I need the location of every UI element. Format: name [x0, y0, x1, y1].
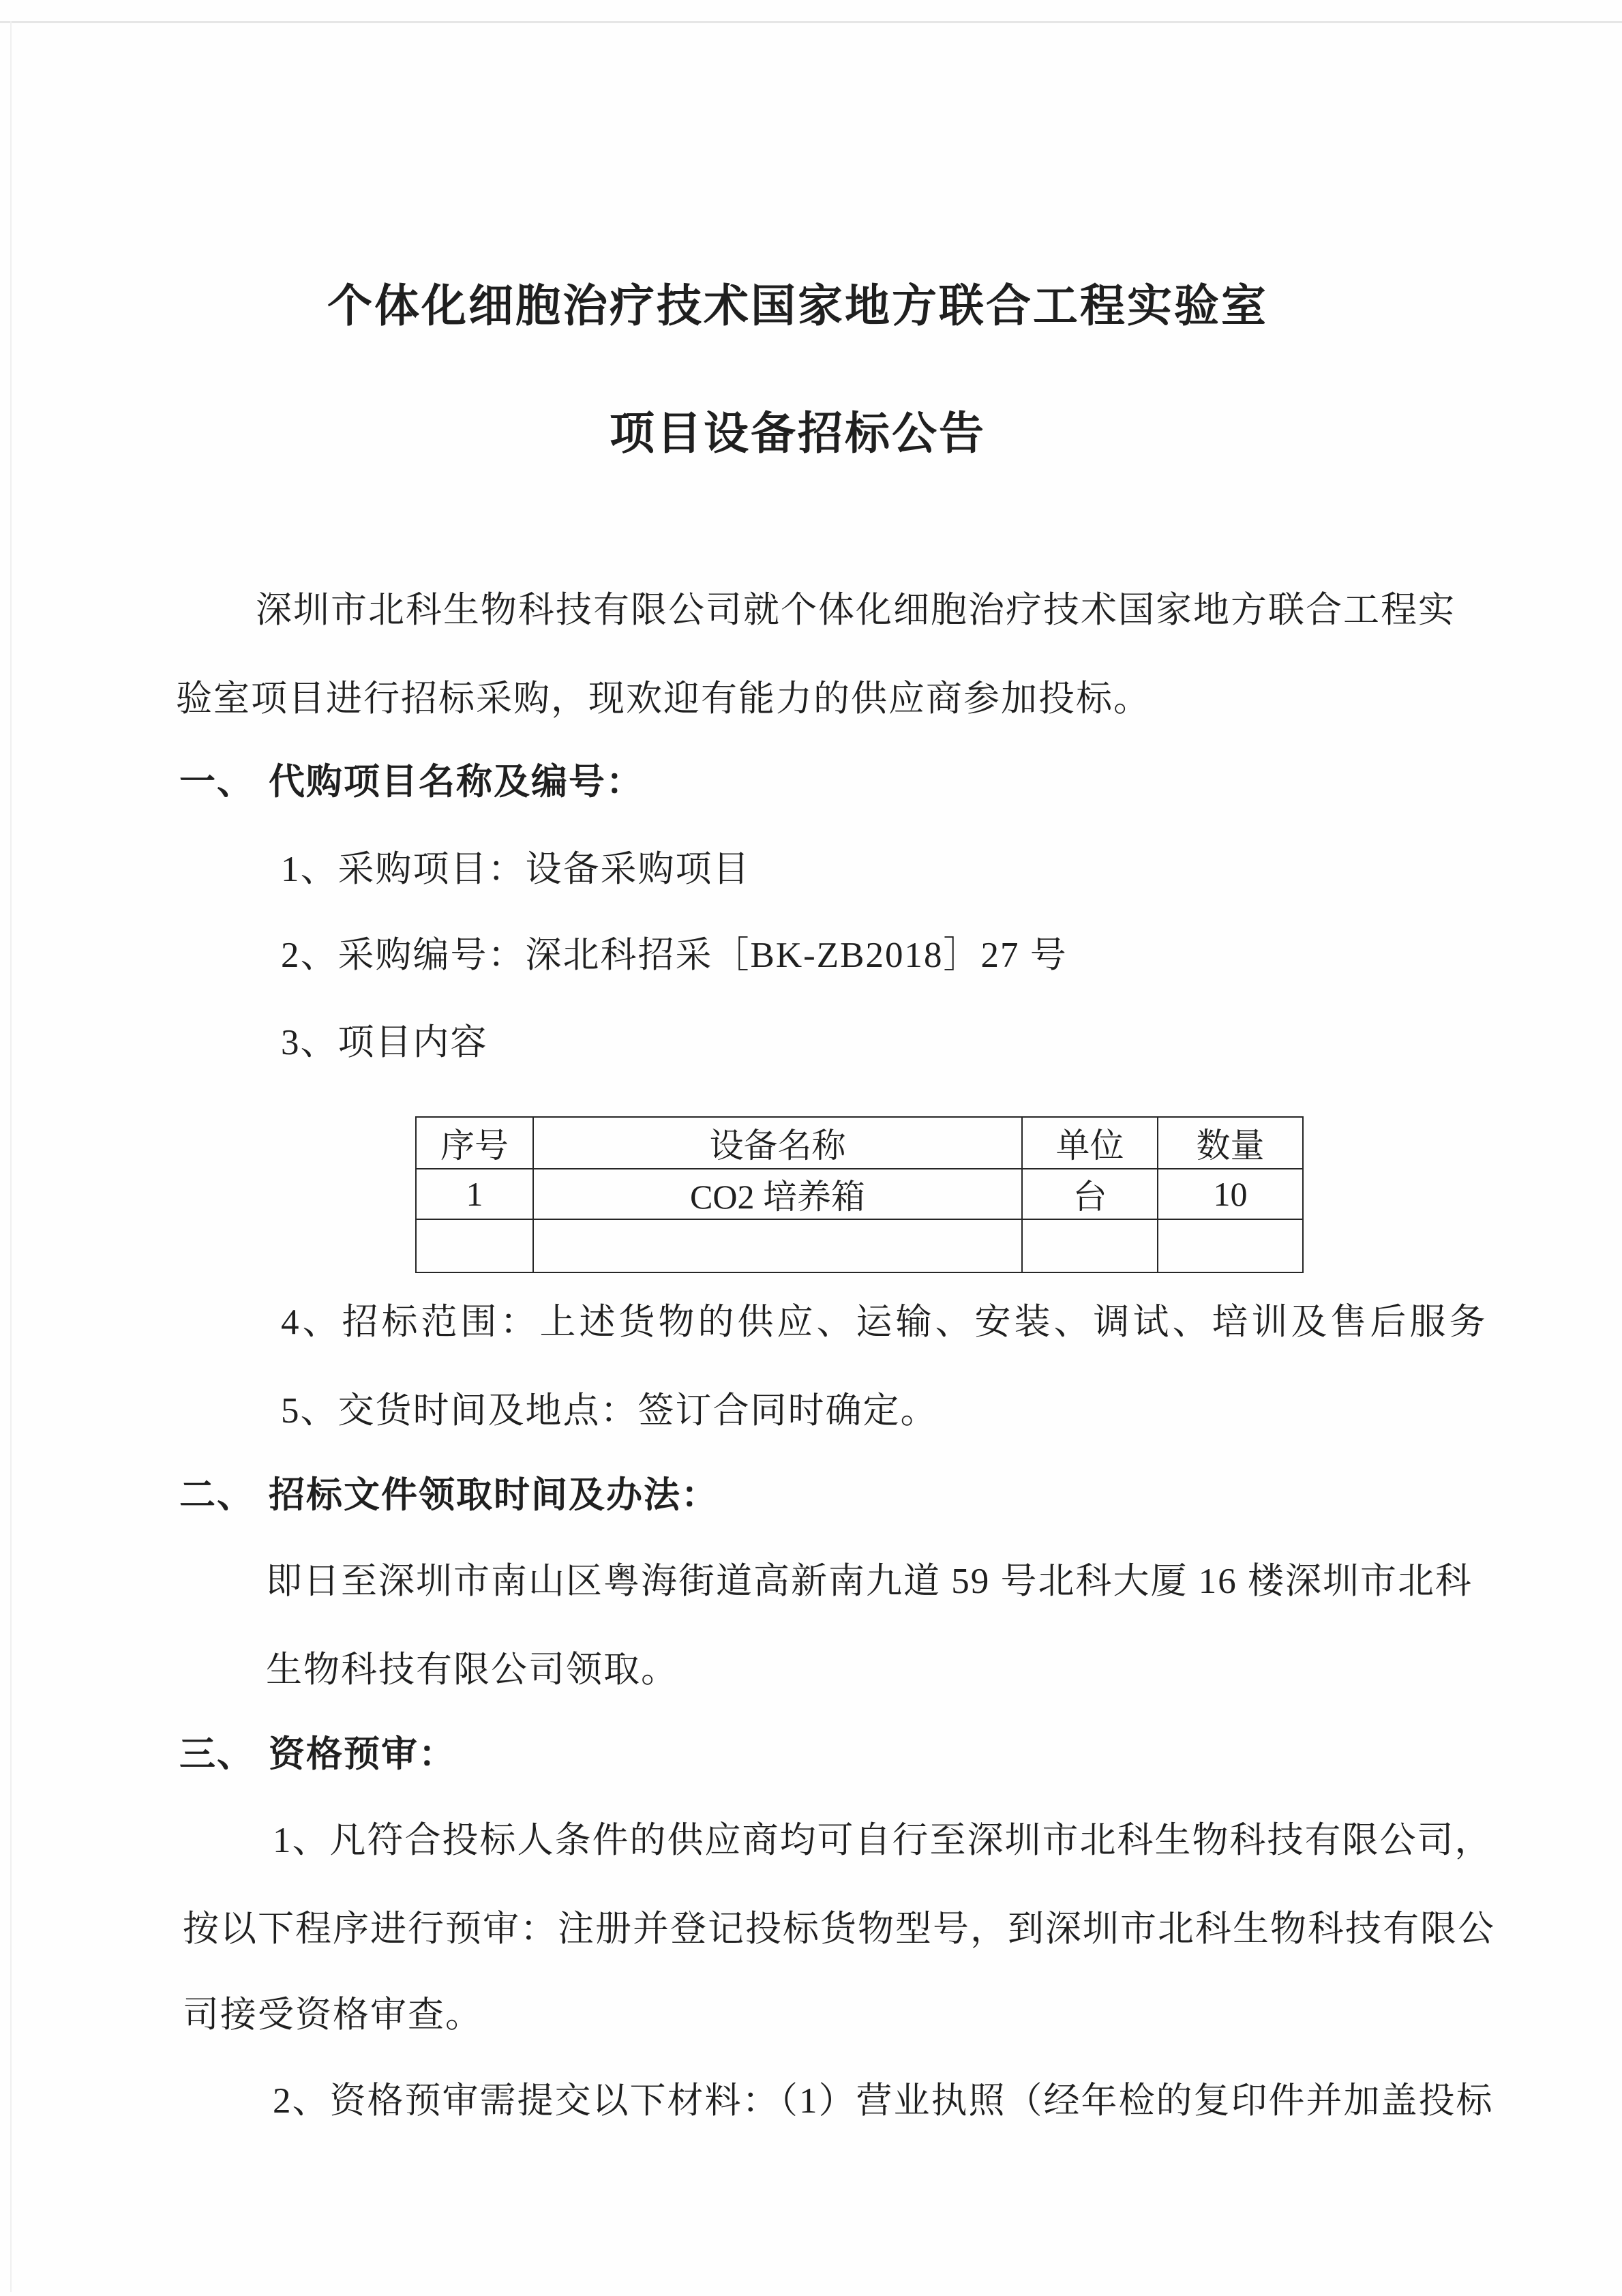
table-header-unit: 单位: [1022, 1117, 1158, 1169]
section-three-item-2-line-1: 2、资格预审需提交以下材料：（1）营业执照（经年检的复印件并加盖投标: [273, 2081, 1494, 2121]
table-cell-qty: 10: [1158, 1169, 1303, 1219]
table-cell-unit: [1022, 1219, 1158, 1272]
intro-paragraph-line-2: 验室项目进行招标采购，现欢迎有能力的供应商参加投标。: [176, 679, 1151, 719]
table-row-empty: [416, 1219, 1303, 1272]
table-cell-name: [533, 1219, 1022, 1272]
table-header-no: 序号: [416, 1117, 533, 1169]
intro-paragraph-line-1: 深圳市北科生物科技有限公司就个体化细胞治疗技术国家地方联合工程实: [256, 591, 1456, 630]
section-one-item-3: 3、项目内容: [281, 1023, 488, 1062]
section-three-item-1-line-1: 1、凡符合投标人条件的供应商均可自行至深圳市北科生物科技有限公司，: [273, 1821, 1492, 1860]
table-header-row: [416, 1117, 1303, 1169]
section-three-number: 三、: [179, 1735, 254, 1774]
section-one-item-2: 2、采购编号：深北科招采［BK-ZB2018］27 号: [281, 936, 1068, 975]
table-header-name: 设备名称: [533, 1117, 1022, 1169]
table-cell-name: CO2 培养箱: [533, 1169, 1022, 1219]
scan-artifact-top-edge: [0, 21, 1622, 23]
section-one-heading: [179, 753, 644, 805]
scan-artifact-left-edge: [10, 21, 12, 2292]
table-cell-no: 1: [416, 1169, 533, 1219]
table-header-qty: 数量: [1158, 1117, 1303, 1169]
table-cell-unit: 台: [1022, 1169, 1158, 1219]
section-two-heading-text: 招标文件领取时间及办法：: [269, 1476, 719, 1515]
table-cell-qty: [1158, 1219, 1303, 1272]
section-one-item-4: 4、招标范围：上述货物的供应、运输、安装、调试、培训及售后服务: [281, 1302, 1489, 1342]
section-two-number: 二、: [179, 1476, 254, 1515]
table-cell-no: [416, 1219, 533, 1272]
document-title-line-2: 项目设备招标公告: [610, 409, 986, 459]
section-three-item-1-line-3: 司接受资格审查。: [183, 1995, 483, 2035]
equipment-table: [415, 1116, 1304, 1273]
section-one-item-5: 5、交货时间及地点：签订合同时确定。: [281, 1391, 938, 1431]
document-title-line-1: 个体化细胞治疗技术国家地方联合工程实验室: [327, 282, 1268, 331]
section-three-item-1-line-2: 按以下程序进行预审：注册并登记投标货物型号，到深圳市北科生物科技有限公: [183, 1909, 1495, 1949]
table-row: [416, 1169, 1303, 1219]
section-one-number: 一、: [179, 762, 254, 802]
section-two-line-1: 即日至深圳市南山区粤海街道高新南九道 59 号北科大厦 16 楼深圳市北科: [266, 1562, 1473, 1601]
section-three-heading: [179, 1725, 456, 1777]
section-two-heading: [179, 1466, 719, 1518]
section-two-line-2: 生物科技有限公司领取。: [266, 1650, 678, 1690]
section-one-item-1: 1、采购项目：设备采购项目: [281, 850, 751, 889]
section-one-heading-text: 代购项目名称及编号：: [269, 762, 644, 802]
section-three-heading-text: 资格预审：: [269, 1735, 456, 1774]
